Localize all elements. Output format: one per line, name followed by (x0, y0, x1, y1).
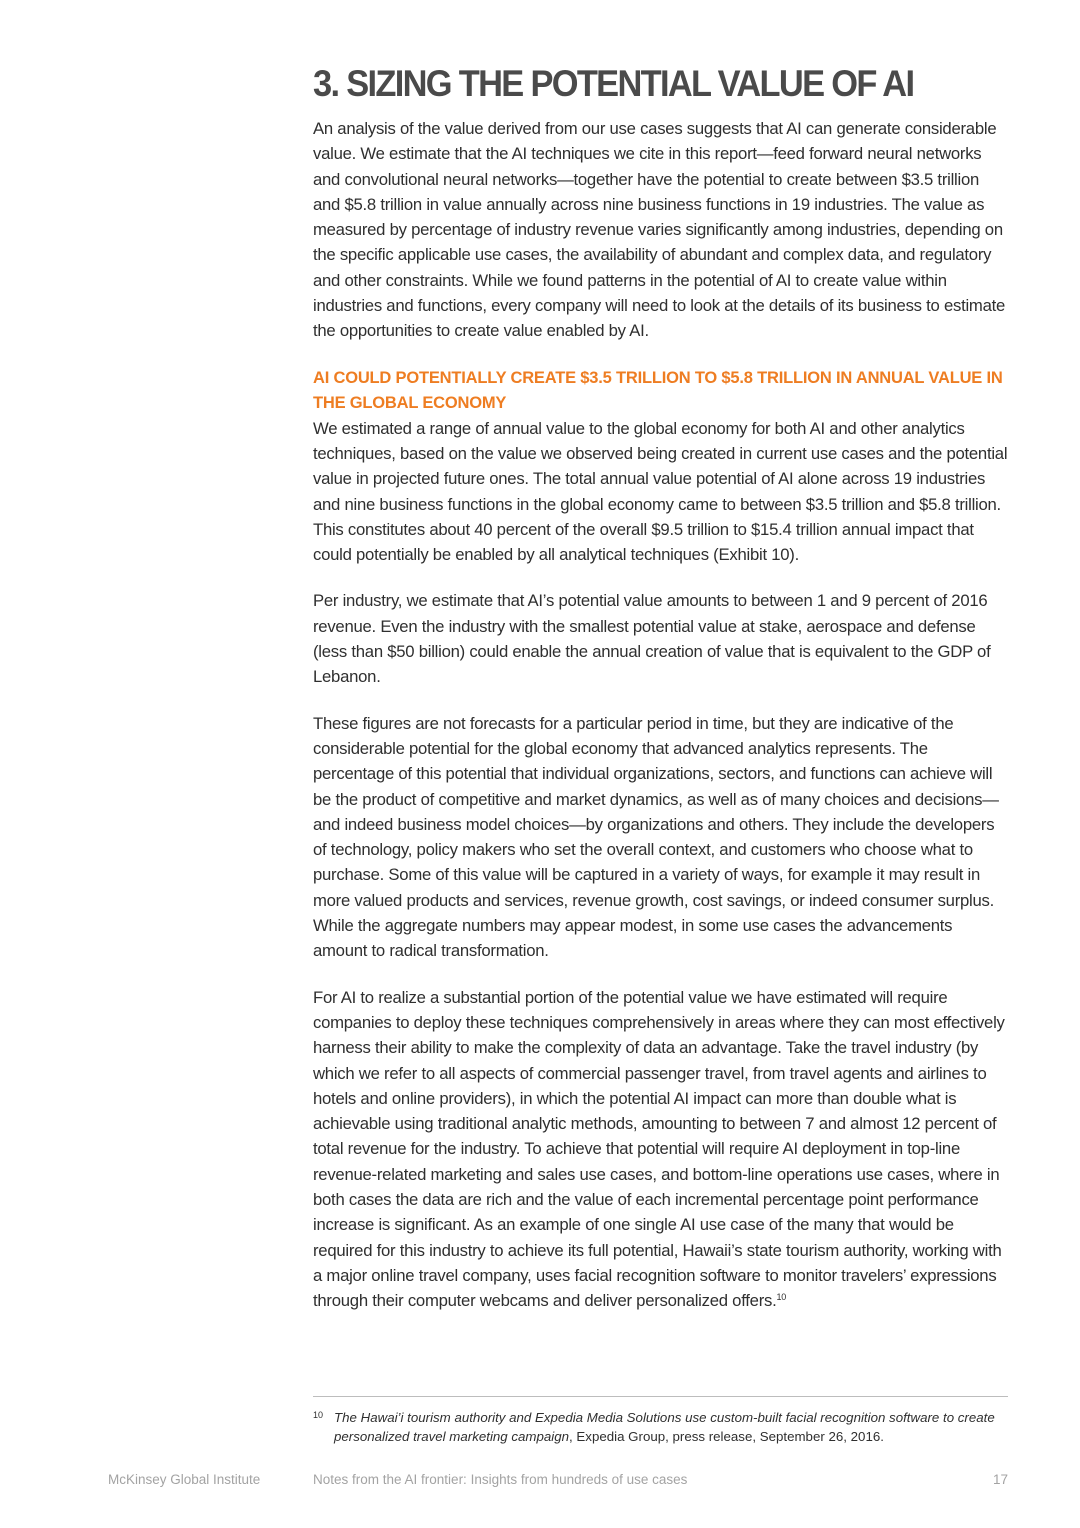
footnote-rest-text: , Expedia Group, press release, September 26, 2016. (569, 1429, 884, 1444)
body-paragraph-2: Per industry, we estimate that AI’s potential value amounts to between 1 and 9 percent of 2016 revenue. Even the industry with the smallest potential value at stake, aerospace and defense (less than $50 billion) could enable the annual creation of value that is equivalent to the GDP of Lebanon. (313, 591, 991, 687)
body-paragraph-4-text: For AI to realize a substantial portion of the potential value we have estimated will require companies to deploy these techniques comprehensively in areas where they can most effectively harness their ability to make the complexity of data an advantage. Take the travel industry (by which we refer to all aspects of commercial passenger travel, from travel agents and airlines to hotels and online providers), in which the potential AI impact can more than double what is achievable using traditional analytic methods, amounting to between 7 and almost 12 percent of total revenue for the industry. To achieve that potential will require AI deployment in top-line revenue-related marketing and sales use cases, and bottom-line operations use cases, where in both cases the data are rich and the value of each incremental percentage point performance increase is significant. As an example of one single AI use case of the many that would be required for this industry to achieve its full potential, Hawaii’s state tourism authority, working with a major online travel company, uses facial recognition software to monitor travelers’ expressions through their computer webcams and deliver personalized offers. (313, 987, 1005, 1311)
body-paragraph-1: We estimated a range of annual value to the global economy for both AI and other analytics techniques, based on the value we observed being created in current use cases and the potential value in projected future ones. The total annual value potential of AI alone across 19 industries and nine business functions in the global economy came to between $3.5 trillion and $5.8 trillion. This constitutes about 40 percent of the overall $9.5 trillion to $15.4 trillion annual impact that could potentially be enabled by all analytical techniques (Exhibit 10). (313, 418, 1008, 565)
footer-page-number: 17 (992, 1472, 1008, 1487)
subsection-heading: AI COULD POTENTIALLY CREATE $3.5 TRILLION TO $5.8 TRILLION IN ANNUAL VALUE IN THE GLOBAL ECONOMY (313, 368, 1003, 412)
body-paragraph-3: These figures are not forecasts for a particular period in time, but they are indicative of the considerable potential for the global economy that advanced analytics represents. The percentage of this potential that individual organizations, sectors, and functions can achieve will be the product of competitive and market dynamics, as well as of many choices and decisions—and indeed business model choices—by organizations and others. They include the developers of technology, policy makers who set the overall context, and customers who choose what to purchase. Some of this value will be captured in a variety of ways, for example it may result in more valued products and services, revenue growth, cost savings, or indeed consumer surplus. While the aggregate numbers may appear modest, in some use cases the advancements amount to radical transformation. (313, 713, 999, 961)
footer-report-title: Notes from the AI frontier: Insights from hundreds of use cases (313, 1472, 688, 1487)
footnote-reference[interactable]: 10 (776, 1292, 787, 1303)
footnote-text (334, 1408, 1010, 1446)
main-content (313, 62, 1010, 1313)
footnote-italic-text: The Hawai’i tourism authority and Expedia Media Solutions use custom-built facial recognition software to create personalized travel marketing campaign (334, 1410, 995, 1444)
footnote (313, 1408, 1010, 1446)
body-paragraph-4 (313, 985, 1010, 1314)
footnote-number: 10 (313, 1410, 324, 1420)
intro-paragraph: An analysis of the value derived from our use cases suggests that AI can generate considerable value. We estimate that the AI techniques we cite in this report—feed forward neural networks and convolutional neural networks—together have the potential to create between $3.5 trillion and $5.8 trillion in value annually across nine business functions in 19 industries. The value as measured by percentage of industry revenue varies significantly among industries, depending on the specific applicable use cases, the availability of abundant and complex data, and regulatory and other constraints. While we found patterns in the potential of AI to create value within industries and functions, every company will need to look at the details of its business to estimate the opportunities to create value enabled by AI. (313, 119, 1006, 341)
footnote-divider (313, 1396, 1008, 1397)
footer-publisher: McKinsey Global Institute (108, 1472, 261, 1487)
section-title: 3. SIZING THE POTENTIAL VALUE OF AI (313, 63, 914, 104)
